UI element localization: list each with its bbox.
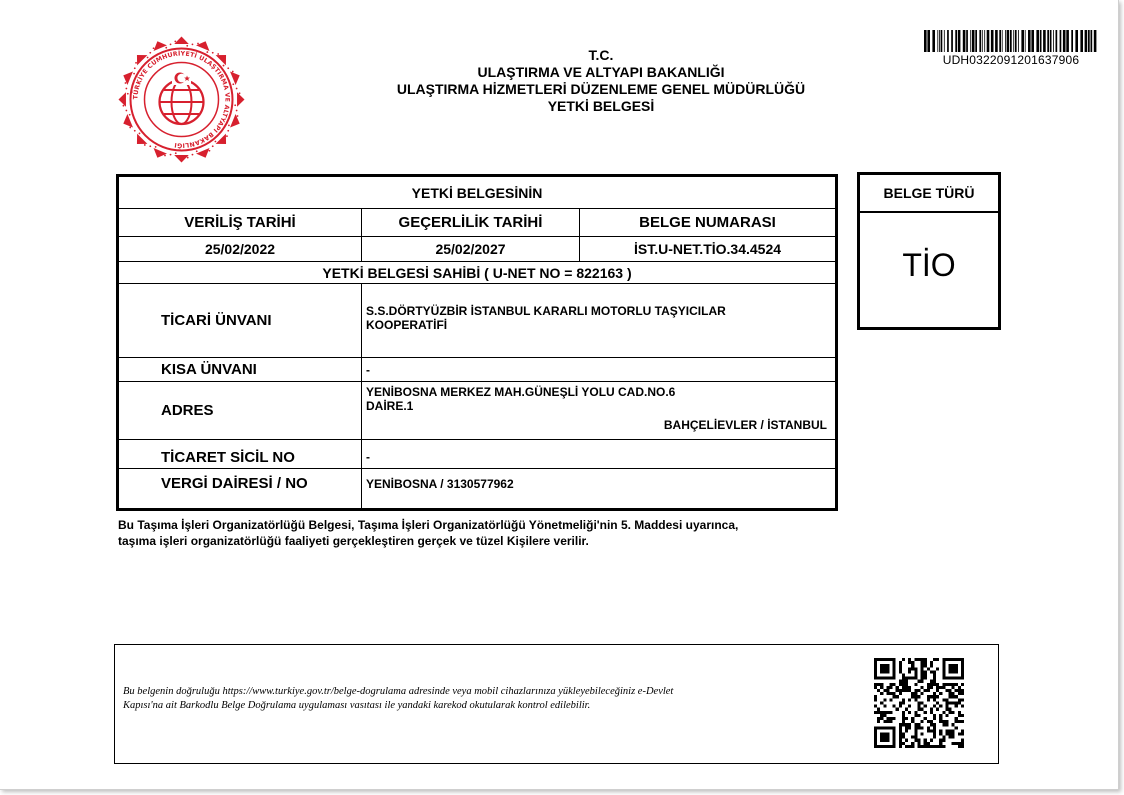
valid-date-label: GEÇERLİLİK TARİHİ bbox=[361, 209, 579, 236]
header-line-title: YETKİ BELGESİ bbox=[547, 98, 655, 114]
issue-date-label: VERİLİŞ TARİHİ bbox=[184, 214, 296, 231]
qr-code-icon[interactable] bbox=[874, 658, 964, 748]
date-value-row bbox=[119, 237, 835, 262]
ministry-seal-icon bbox=[118, 36, 245, 163]
address-line2: DAİRE.1 bbox=[366, 399, 414, 413]
registry-label: TİCARET SİCİL NO bbox=[161, 449, 295, 466]
verification-line1: Bu belgenin doğruluğu https://www.turkiye.gov.tr/belge-dogrulama adresinde veya mobil cihazlarınıza yükleyebileceğiniz e-Devlet bbox=[123, 686, 674, 697]
verification-box bbox=[114, 644, 999, 764]
issue-date-value: 25/02/2022 bbox=[204, 241, 276, 257]
trade-name-line1: S.S.DÖRTYÜZBİR İSTANBUL KARARLI MOTORLU TAŞYICILAR bbox=[366, 304, 726, 318]
address-line1: YENİBOSNA MERKEZ MAH.GÜNEŞLİ YOLU CAD.NO.6 bbox=[366, 385, 676, 399]
certificate-title: YETKİ BELGESİNİN bbox=[411, 184, 543, 201]
tax-value: YENİBOSNA / 3130577962 bbox=[361, 469, 835, 508]
document-header bbox=[320, 47, 882, 115]
certificate-type-box bbox=[857, 172, 1001, 330]
registry-row bbox=[119, 440, 835, 469]
short-name-label: KISA ÜNVANI bbox=[161, 361, 257, 378]
tax-label: VERGİ DAİRESİ / NO bbox=[161, 475, 308, 492]
short-name-value: - bbox=[361, 358, 835, 381]
number-label: BELGE NUMARASI bbox=[579, 209, 835, 236]
legal-note bbox=[118, 517, 818, 549]
legal-note-line2: taşıma işleri organizatörlüğü faaliyeti gerçekleştiren gerçek ve tüzel Kişilere verilir. bbox=[118, 534, 589, 548]
trade-name-line2: KOOPERATİFİ bbox=[366, 318, 448, 332]
address-city: BAHÇELİEVLER / İSTANBUL bbox=[663, 418, 827, 432]
certificate-table bbox=[116, 174, 838, 511]
registry-value: - bbox=[361, 440, 835, 468]
verification-line2: Kapısı'na ait Barkodlu Belge Doğrulama uygulaması vasıtası ile yandaki karekod okutularak kontrol edilebilir. bbox=[123, 700, 591, 711]
holder-title-row bbox=[119, 262, 835, 284]
short-name-row bbox=[119, 358, 835, 382]
number-value: İST.U-NET.TİO.34.4524 bbox=[579, 237, 835, 261]
certificate-type-label: BELGE TÜRÜ bbox=[860, 175, 998, 213]
svg-text:TÜRKİYE CUMHURİYETİ ULAŞTIRMA: TÜRKİYE CUMHURİYETİ ULAŞTIRMA VE ALTYAPI BAKANLIĞI bbox=[132, 50, 231, 149]
trade-name-label: TİCARİ ÜNVANI bbox=[161, 312, 272, 329]
certificate-type-value: TİO bbox=[902, 247, 956, 283]
legal-note-line1: Bu Taşıma İşleri Organizatörlüğü Belgesi, Taşıma İşleri Organizatörlüğü Yönetmeliği'nin 5. Maddesi uyarınca, bbox=[118, 518, 739, 532]
date-header-row bbox=[119, 209, 835, 237]
trade-name-value bbox=[361, 284, 835, 357]
barcode-number: UDH0322091201637906 bbox=[942, 53, 1080, 67]
address-row bbox=[119, 382, 835, 440]
header-line-tc: T.C. bbox=[588, 47, 614, 63]
address-label: ADRES bbox=[161, 402, 214, 419]
address-value bbox=[361, 382, 835, 439]
header-line-ministry: ULAŞTIRMA VE ALTYAPI BAKANLIĞI bbox=[477, 64, 725, 80]
valid-date-value: 25/02/2027 bbox=[361, 237, 579, 261]
holder-title: YETKİ BELGESİ SAHİBİ ( U-NET NO = 822163 ) bbox=[322, 264, 632, 281]
certificate-title-row bbox=[119, 177, 835, 209]
tax-row bbox=[119, 469, 835, 508]
barcode-icon bbox=[923, 30, 1097, 52]
trade-name-row bbox=[119, 284, 835, 358]
verification-text bbox=[123, 685, 843, 713]
header-line-directorate: ULAŞTIRMA HİZMETLERİ DÜZENLEME GENEL MÜDÜRLÜĞÜ bbox=[396, 81, 806, 97]
